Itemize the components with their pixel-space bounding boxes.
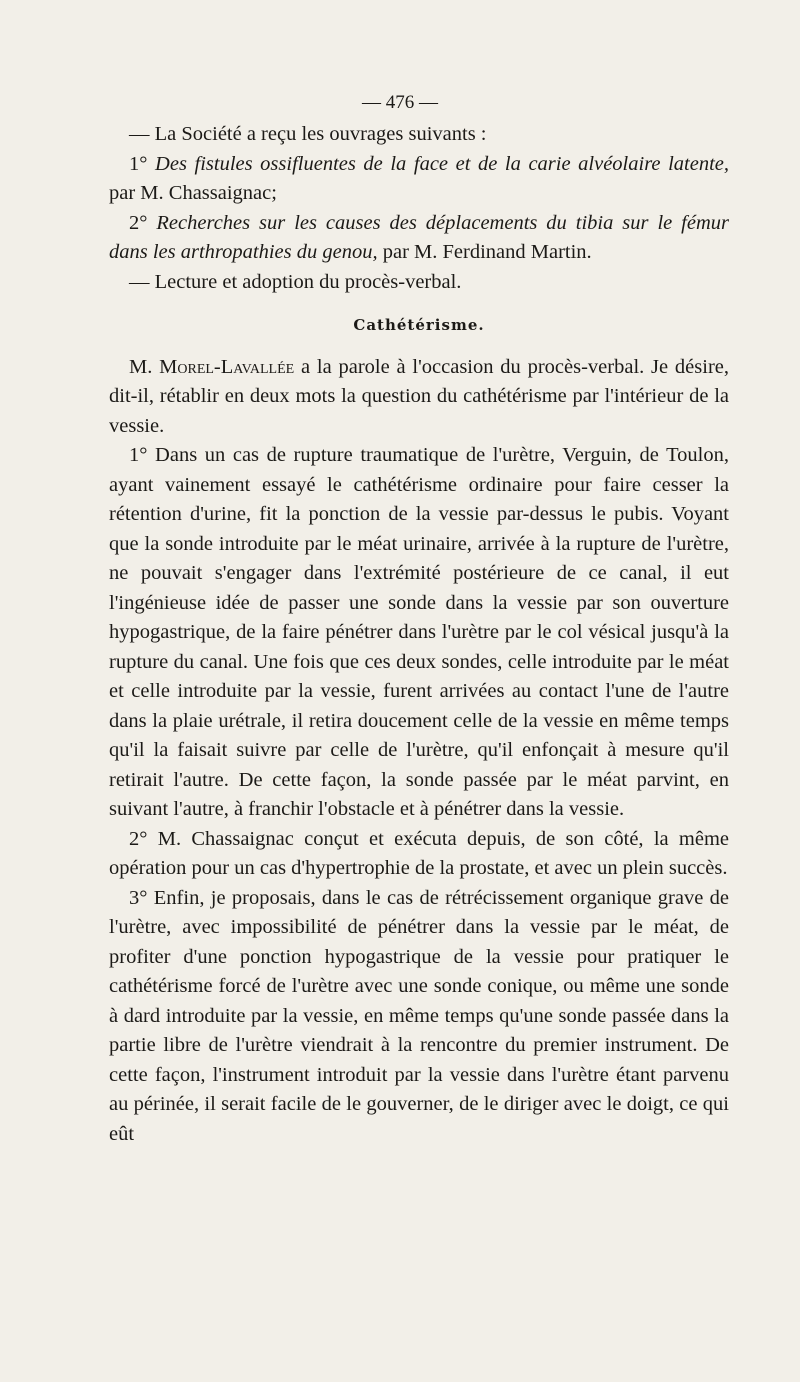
paragraph-speaker — [109, 353, 729, 442]
speaker-name: Morel-Lavallée — [159, 355, 295, 378]
minutes-adoption: — Lecture et adoption du procès-verbal. — [129, 270, 462, 293]
text-body — [109, 120, 729, 1149]
received-work-1-author: par M. Chassaignac; — [109, 182, 277, 204]
speaker-prefix: M. — [129, 355, 153, 378]
received-work-2-number: 2° — [129, 211, 148, 234]
paragraph-case-1: 1° Dans un cas de rupture traumatique de l'urètre, Verguin, de Toulon, ayant vainement essayé le cathétérisme ordinaire pour faire cesser la rétention d'urine, fit la ponction de la vessie par-dessus le pubis. Voyant que la sonde introduite par le méat urinaire, arrivée à la rupture de l'urètre, ne pouvait s'engager dans l'extrémité postérieure de ce canal, il eut l'ingénieuse idée de passer une sonde dans la vessie par son ouverture hypogastrique, de la faire pénétrer dans l'urètre par le col vésical jusqu'à la rupture du canal. Une fois que ces deux sondes, celle introduite par le méat et celle introduite par la vessie, furent arrivées au contact l'une de l'autre dans la plaie urétrale, il retira doucement celle de la vessie en même temps qu'il la faisait suivre par celle de l'urètre, qu'il enfonçait à mesure qu'il retirait l'autre. De cette façon, la sonde passée par le méat parvint, en suivant l'autre, à franchir l'obstacle et à pénétrer dans la vessie. — [109, 444, 729, 820]
received-work-1-number: 1° — [129, 152, 148, 175]
section-title: Cathétérisme. — [353, 316, 485, 334]
speaker-text: a la parole à l'occasion du procès-verbal. Je désire, dit-il, rétablir en deux mots la question du cathétérisme par l'intérieur de la vessie. — [109, 355, 729, 437]
received-works-intro: — La Société a reçu les ouvrages suivants : — [129, 123, 487, 145]
received-work-1-title: Des fistules ossifluentes de la face et de la carie alvéolaire latente, — [155, 152, 730, 175]
received-work-1 — [109, 150, 729, 209]
received-work-2-author: par M. Ferdinand Martin. — [382, 241, 592, 263]
received-work-2 — [109, 209, 729, 268]
paragraph-case-2: 2° M. Chassaignac conçut et exécuta depuis, de son côté, la même opération pour un cas d'hypertrophie de la prostate, et avec un plein succès. — [109, 827, 729, 879]
received-work-2-title: Recherches sur les causes des déplacements du tibia sur le fémur dans les arthropathies du genou, — [109, 211, 730, 263]
page-number: — 476 — — [362, 92, 438, 113]
paragraph-case-3: 3° Enfin, je proposais, dans le cas de rétrécissement organique grave de l'urètre, avec impossibilité de pénétrer dans la vessie par le méat, de profiter d'une ponction hypogastrique de la vessie pour pratiquer le cathétérisme forcé de l'urètre avec une sonde conique, ou même une sonde à dard introduite par la vessie, en même temps qu'une sonde passée dans la partie libre de l'urètre viendrait à la rencontre du premier instrument. De cette façon, l'instrument introduit par la vessie dans l'urètre étant parvenu au périnée, il serait facile de le gouverner, de le diriger avec le doigt, ce qui eût — [109, 886, 729, 1145]
